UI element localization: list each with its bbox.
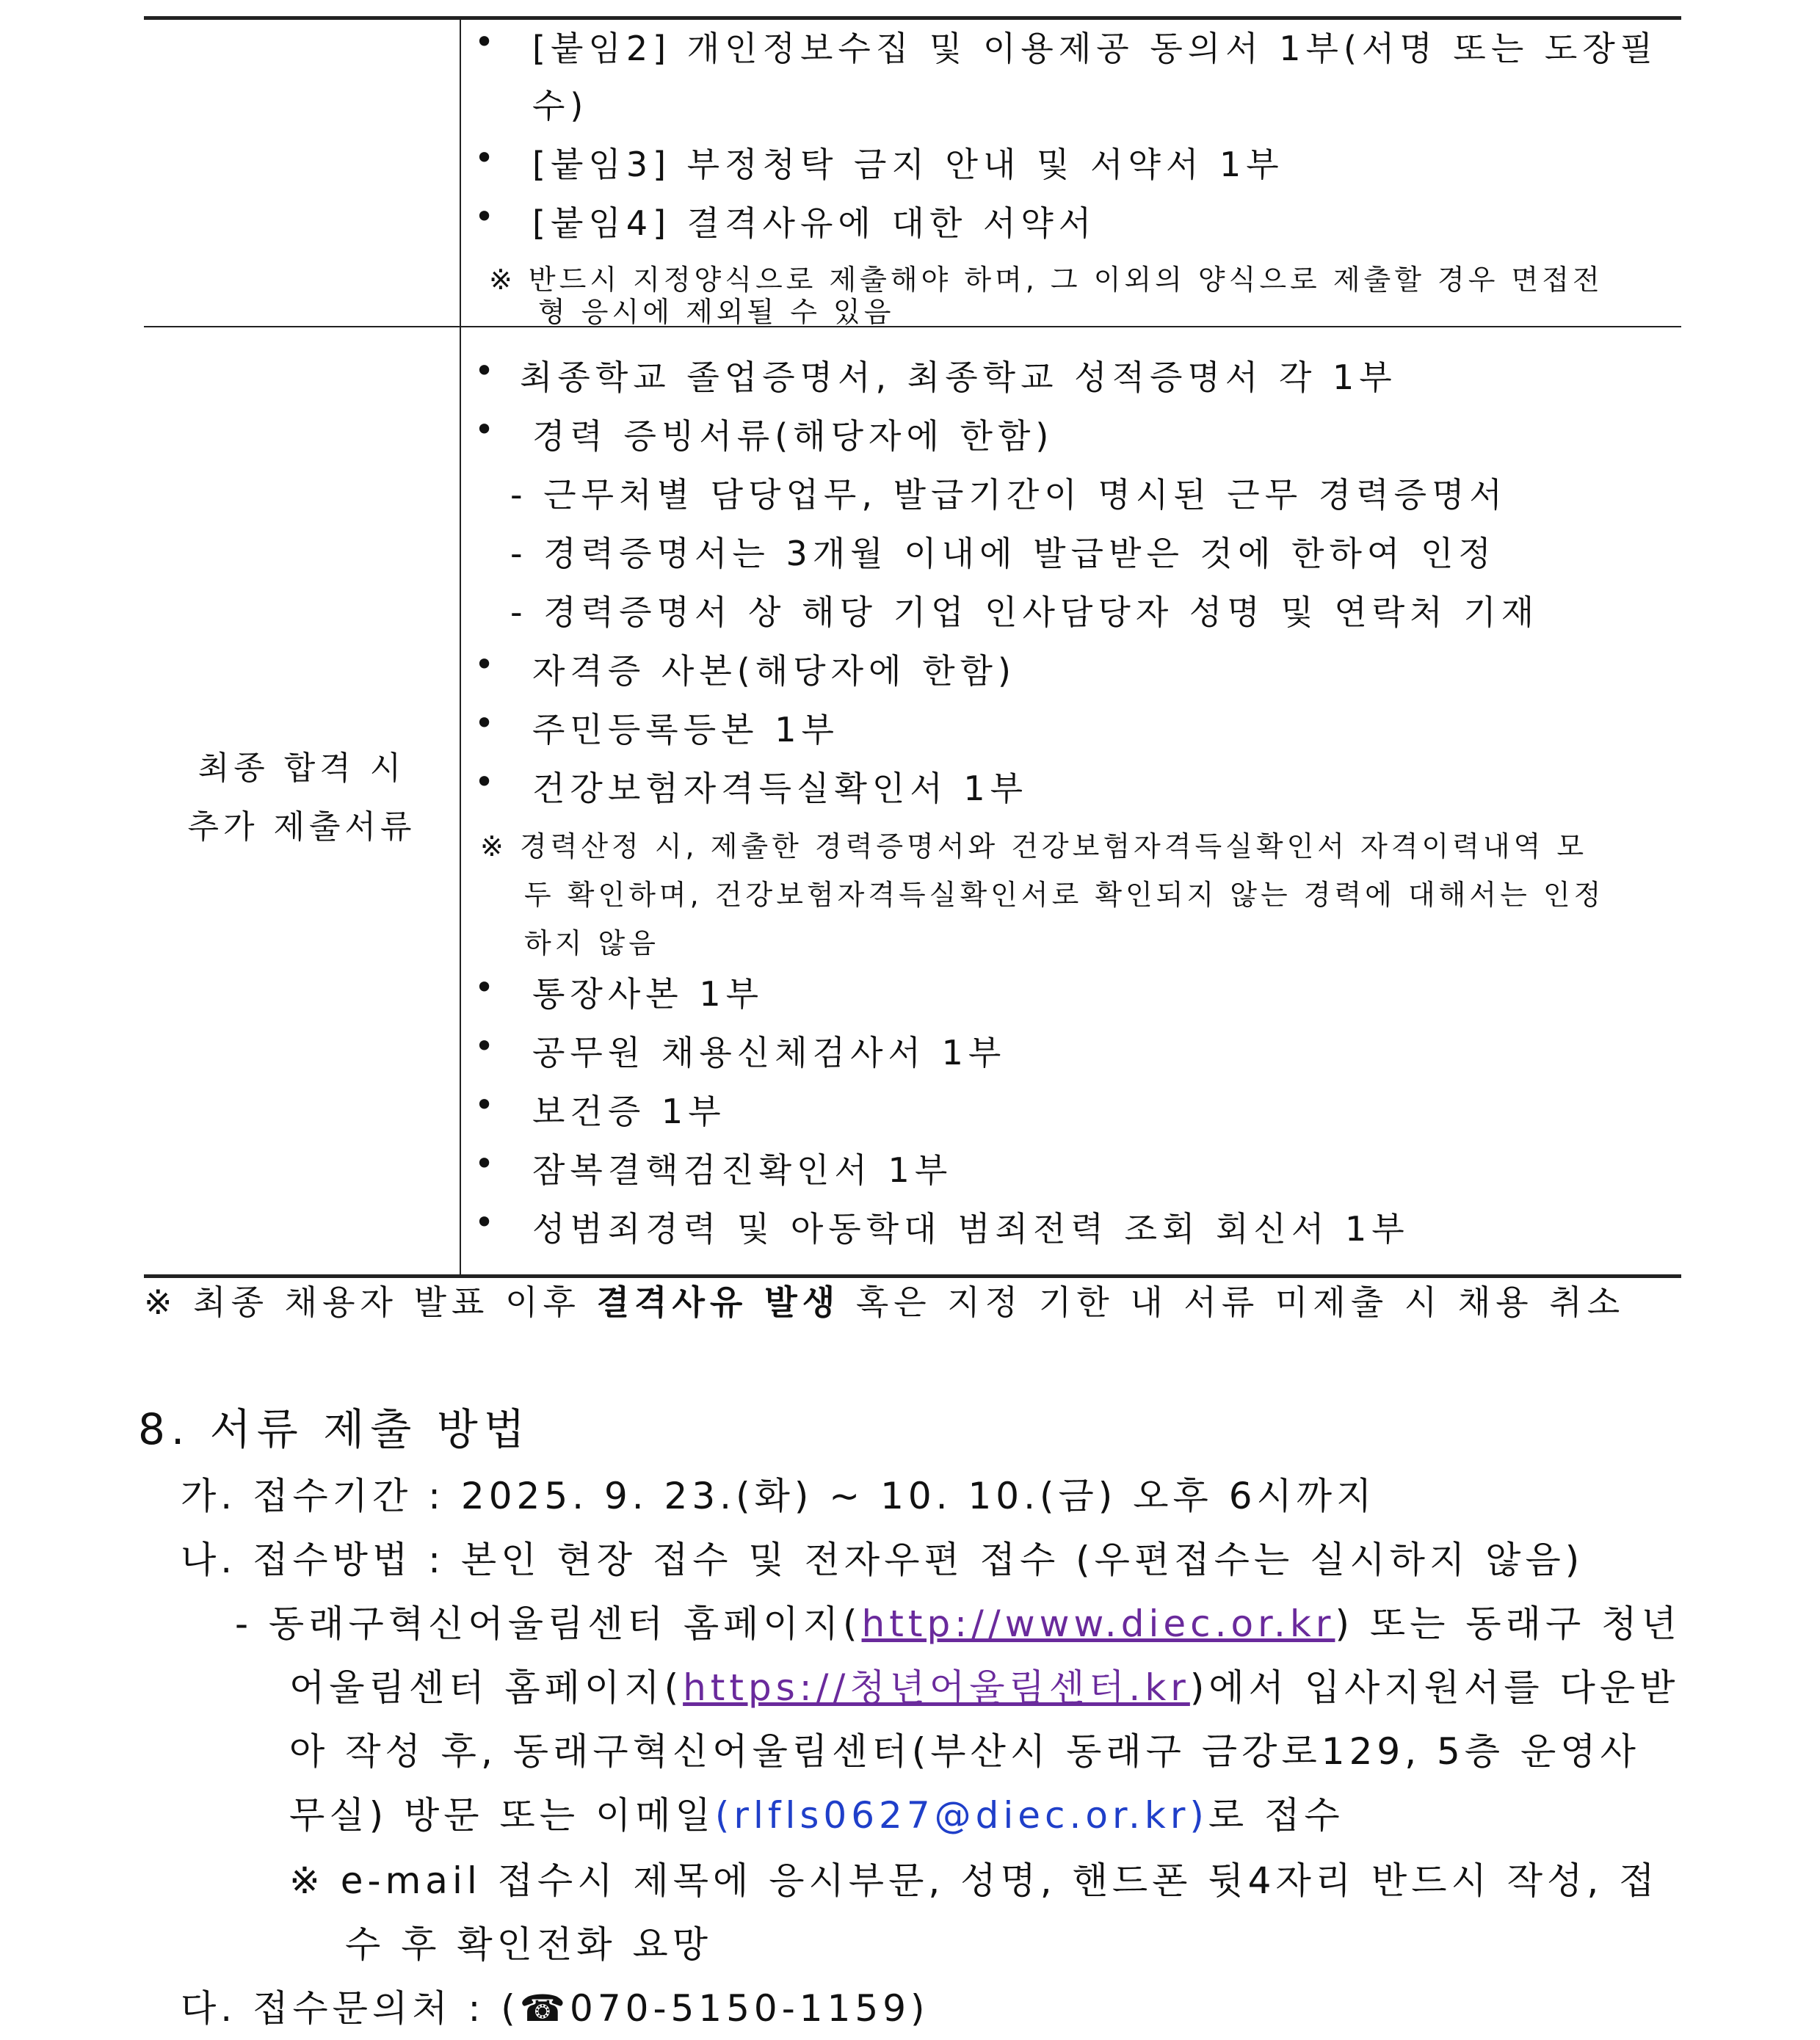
- contact-phone: 다. 접수문의처 : (☎070-5150-1159): [181, 1987, 929, 2030]
- bullet: •: [474, 197, 495, 236]
- bullet: •: [474, 138, 495, 178]
- detail-text: 어울림센터 홈페이지(: [289, 1666, 684, 1709]
- footnote-pre: ※ 최종 채용자 발표 이후: [144, 1282, 597, 1322]
- submission-period: 가. 접수기간 : 2025. 9. 23.(화) ~ 10. 10.(금) 오후 6시까지: [181, 1475, 1377, 1517]
- bullet: •: [474, 410, 495, 449]
- detail-text: - 동래구혁신어울림센터 홈페이지(: [235, 1602, 862, 1645]
- email-note-line2: 수 후 확인전화 요망: [345, 1923, 713, 1966]
- method-detail-line3: 아 작성 후, 동래구혁신어울림센터(부산시 동래구 금강로129, 5층 운영사: [289, 1730, 1640, 1773]
- attachment-3-item: [붙임3] 부정청탁 금지 안내 및 서약서 1부: [532, 145, 1284, 184]
- attachment-4-item: [붙임4] 결격사유에 대한 서약서: [532, 203, 1097, 243]
- bullet: •: [474, 1026, 495, 1066]
- bullet: •: [474, 762, 495, 802]
- physical-exam-item: 공무원 채용신체검사서 1부: [532, 1033, 1007, 1072]
- center-homepage-link[interactable]: http://www.diec.or.kr: [861, 1602, 1335, 1645]
- bullet: •: [474, 22, 495, 62]
- career-note-line1: ※ 경력산정 시, 제출한 경력증명서와 건강보험자격득실확인서 자격이력내역 모: [480, 830, 1588, 863]
- career-note-line3: 하지 않음: [524, 927, 659, 959]
- career-sub-item: - 경력증명서는 3개월 이내에 발급받은 것에 한하여 인정: [510, 534, 1496, 573]
- table-top-rule: [144, 16, 1681, 20]
- health-insurance-item: 건강보험자격득실확인서 1부: [532, 769, 1029, 808]
- detail-text: 무실) 방문 또는 이메일: [289, 1794, 715, 1837]
- email-note-line1: ※ e-mail 접수시 제목에 응시부문, 성명, 핸드폰 뒷4자리 반드시 작성, 접: [289, 1859, 1659, 1902]
- bullet: •: [474, 1144, 495, 1183]
- career-sub-item: - 경력증명서 상 해당 기업 인사담당자 성명 및 연락처 기재: [510, 592, 1540, 632]
- submission-method: 나. 접수방법 : 본인 현장 접수 및 전자우편 접수 (우편접수는 실시하지 않음): [181, 1539, 1584, 1581]
- diploma-item: 최종학교 졸업증명서, 최종학교 성적증명서 각 1부: [520, 357, 1397, 397]
- table-row-divider: [144, 326, 1681, 327]
- bullet: •: [474, 645, 495, 684]
- license-item: 자격증 사본(해당자에 한함): [532, 651, 1016, 691]
- method-detail-line2: [289, 1658, 1679, 1711]
- tb-test-item: 잠복결핵검진확인서 1부: [532, 1150, 953, 1190]
- method-detail-line1: [235, 1594, 1681, 1647]
- detail-text: )에서 입사지원서를 다운받: [1189, 1666, 1680, 1709]
- attachment-2-item-cont: 수): [532, 86, 589, 126]
- row-label-line1: 최종 합격 시: [197, 749, 406, 787]
- youth-center-homepage-link[interactable]: https://청년어울림센터.kr: [683, 1666, 1190, 1709]
- bullet: •: [474, 1202, 495, 1242]
- detail-text: 로 접수: [1208, 1794, 1344, 1837]
- health-cert-item: 보건증 1부: [532, 1092, 726, 1131]
- footnote-post: 혹은 지정 기한 내 서류 미제출 시 채용 취소: [840, 1282, 1625, 1322]
- table-column-divider: [460, 20, 461, 1277]
- bullet: •: [474, 703, 495, 743]
- career-note-line2: 두 확인하며, 건강보험자격득실확인서로 확인되지 않는 경력에 대해서는 인정: [524, 879, 1605, 911]
- bullet: •: [474, 1085, 495, 1125]
- career-item: 경력 증빙서류(해당자에 한함): [532, 416, 1054, 456]
- bankbook-item: 통장사본 1부: [532, 974, 764, 1014]
- form-note-line1: ※ 반드시 지정양식으로 제출해야 하며, 그 이외의 양식으로 제출할 경우 면접전: [489, 264, 1603, 296]
- bullet: •: [474, 968, 495, 1007]
- cancellation-footnote: [144, 1276, 1625, 1324]
- bullet: •: [474, 351, 495, 391]
- method-detail-line4: [289, 1786, 1344, 1839]
- contact-email-link[interactable]: (rlfls0627@diec.or.kr): [714, 1794, 1208, 1837]
- career-sub-item: - 근무처별 담당업무, 발급기간이 명시된 근무 경력증명서: [510, 475, 1507, 515]
- detail-text: ) 또는 동래구 청년: [1335, 1602, 1681, 1645]
- form-note-line2: 형 응시에 제외될 수 있음: [538, 296, 895, 328]
- section-heading: 8. 서류 제출 방법: [138, 1404, 531, 1454]
- row-label-line2: 추가 제출서류: [187, 808, 416, 846]
- criminal-record-item: 성범죄경력 및 아동학대 범죄전력 조회 회신서 1부: [532, 1209, 1410, 1249]
- footnote-bold: 결격사유 발생: [596, 1282, 841, 1322]
- resident-item: 주민등록등본 1부: [532, 710, 839, 749]
- attachment-2-item: [붙임2] 개인정보수집 및 이용제공 동의서 1부(서명 또는 도장필: [532, 29, 1658, 68]
